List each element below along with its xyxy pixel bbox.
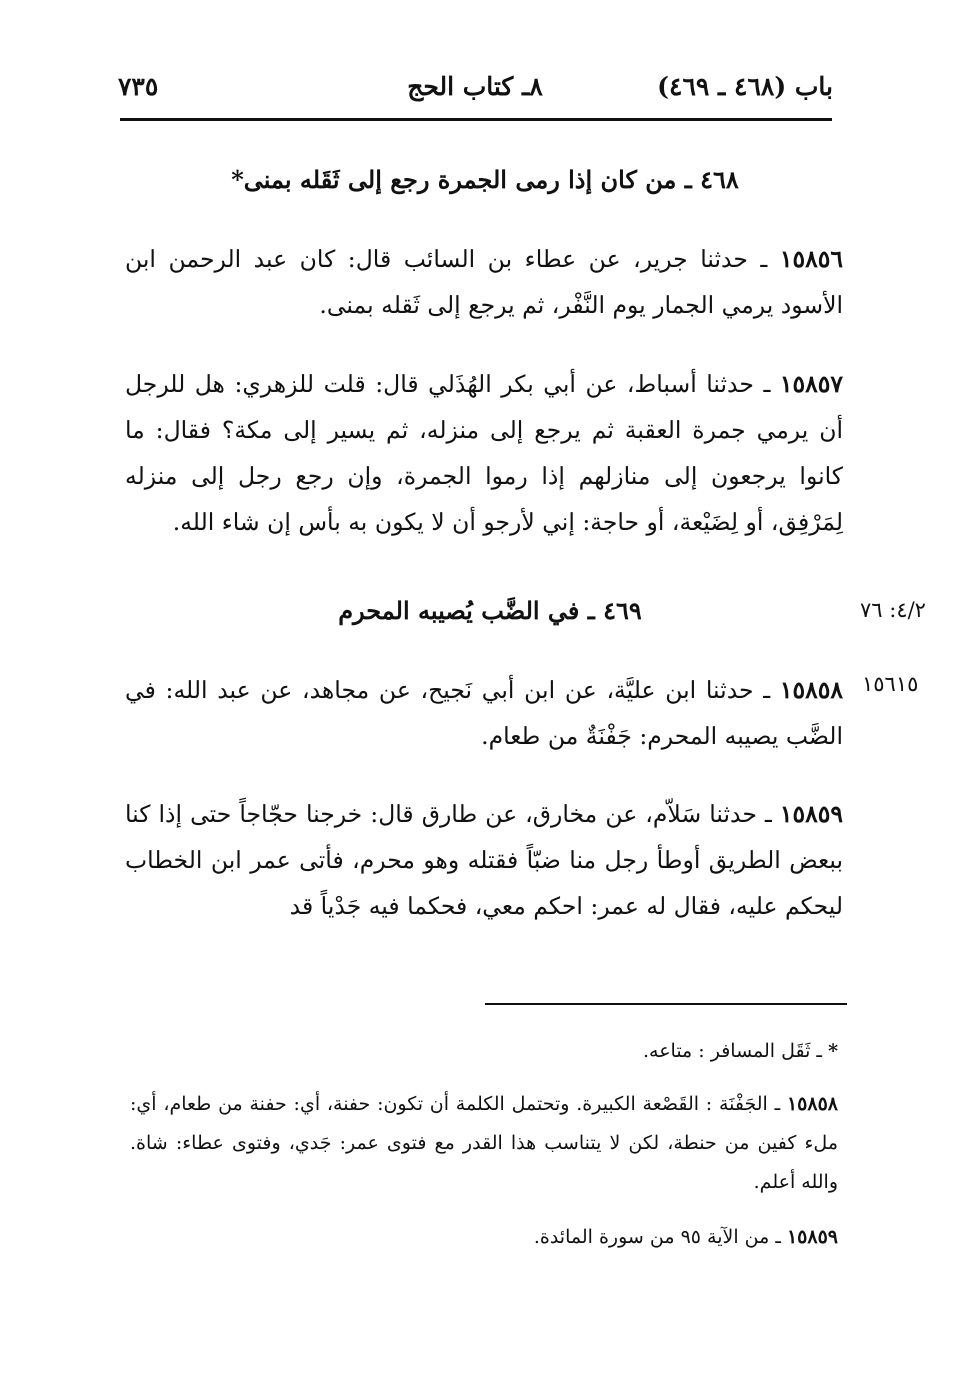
- hadith-text: ـ حدثنا جرير، عن عطاء بن السائب قال: كان عبد الرحمن ابن الأسود يرمي الجمار يوم النَّفْر، ثم يرجع إلى ثَقله بمنى.: [125, 245, 843, 319]
- hadith-15859: [125, 791, 843, 929]
- footnote-text: ـ ثَقَل المسافر : متاعه.: [642, 1040, 823, 1062]
- footnote-marker: *: [828, 1040, 838, 1062]
- hadith-number: ١٥٨٥٧: [779, 370, 843, 398]
- hadith-text: ـ حدثنا أسباط، عن أبي بكر الهُذَلي قال: قلت للزهري: هل للرجل أن يرمي جمرة العقبة ثم يرجع إلى منزله، ثم يسير إلى مكة؟ فقال: ما كانوا يرجعون إلى منازلهم إذا رموا الجمرة، وإن رجع رجل إلى منزله لِمَرْفِق، أو لِضَيْعة، أو حاجة: إني لأرجو أن لا يكون به بأس إن شاء الله.: [125, 370, 843, 536]
- header-rule: [120, 118, 832, 121]
- section-heading-469: ٤٦٩ ـ في الضَّب يُصيبه المحرم: [338, 596, 642, 625]
- hadith-15858: [125, 667, 843, 759]
- footnote-15859: [130, 1218, 838, 1257]
- footnote-15858: [130, 1085, 838, 1202]
- footnote-asterisk: [130, 1032, 838, 1071]
- section-heading-468: ٤٦٨ ـ من كان إذا رمى الجمرة رجع إلى ثَقَله بمنى*: [231, 165, 739, 194]
- page-number: ٧٣٥: [118, 72, 159, 101]
- running-header-book-title: ٨ـ كتاب الحج: [407, 72, 543, 101]
- running-header-chapter: باب (٤٦٨ ـ ٤٦٩): [657, 72, 833, 101]
- hadith-number: ١٥٨٥٦: [779, 245, 843, 273]
- hadith-15856: [125, 236, 843, 328]
- margin-reference: ٤/٢: ٧٦: [860, 598, 926, 622]
- footnote-separator: [485, 1003, 847, 1005]
- hadith-text: ـ حدثنا سَلاّم، عن مخارق، عن طارق قال: خرجنا حجّاجاً حتى إذا كنا ببعض الطريق أوطأ رجل منا ضبّاً فقتله وهو محرم، فأتى عمر ابن الخطاب ليحكم عليه، فقال له عمر: احكم معي، فحكما فيه جَدْياً قد: [125, 800, 843, 920]
- hadith-number: ١٥٨٥٨: [779, 676, 843, 704]
- hadith-number: ١٥٨٥٩: [779, 800, 843, 828]
- hadith-15857: [125, 361, 843, 545]
- margin-reference: ١٥٦١٥: [862, 672, 919, 696]
- footnote-text: ـ من الآية ٩٥ من سورة المائدة.: [533, 1226, 781, 1248]
- footnote-marker: ١٥٨٥٩: [786, 1226, 838, 1248]
- footnote-marker: ١٥٨٥٨: [786, 1093, 838, 1115]
- footnote-text: ـ الجَفْنَة : القَصْعة الكبيرة. وتحتمل الكلمة أن تكون: حفنة، أي: حفنة من طعام، أي: ملء كفين من حنطة، لكن لا يتناسب هذا القدر مع فتوى عمر: جَدي، وفتوى عطاء: شاة. والله أعلم.: [130, 1093, 838, 1193]
- hadith-text: ـ حدثنا ابن عليَّة، عن ابن أبي نَجيح، عن مجاهد، عن عبد الله: في الضَّب يصيبه المحرم: جَفْنَةٌ من طعام.: [125, 676, 843, 750]
